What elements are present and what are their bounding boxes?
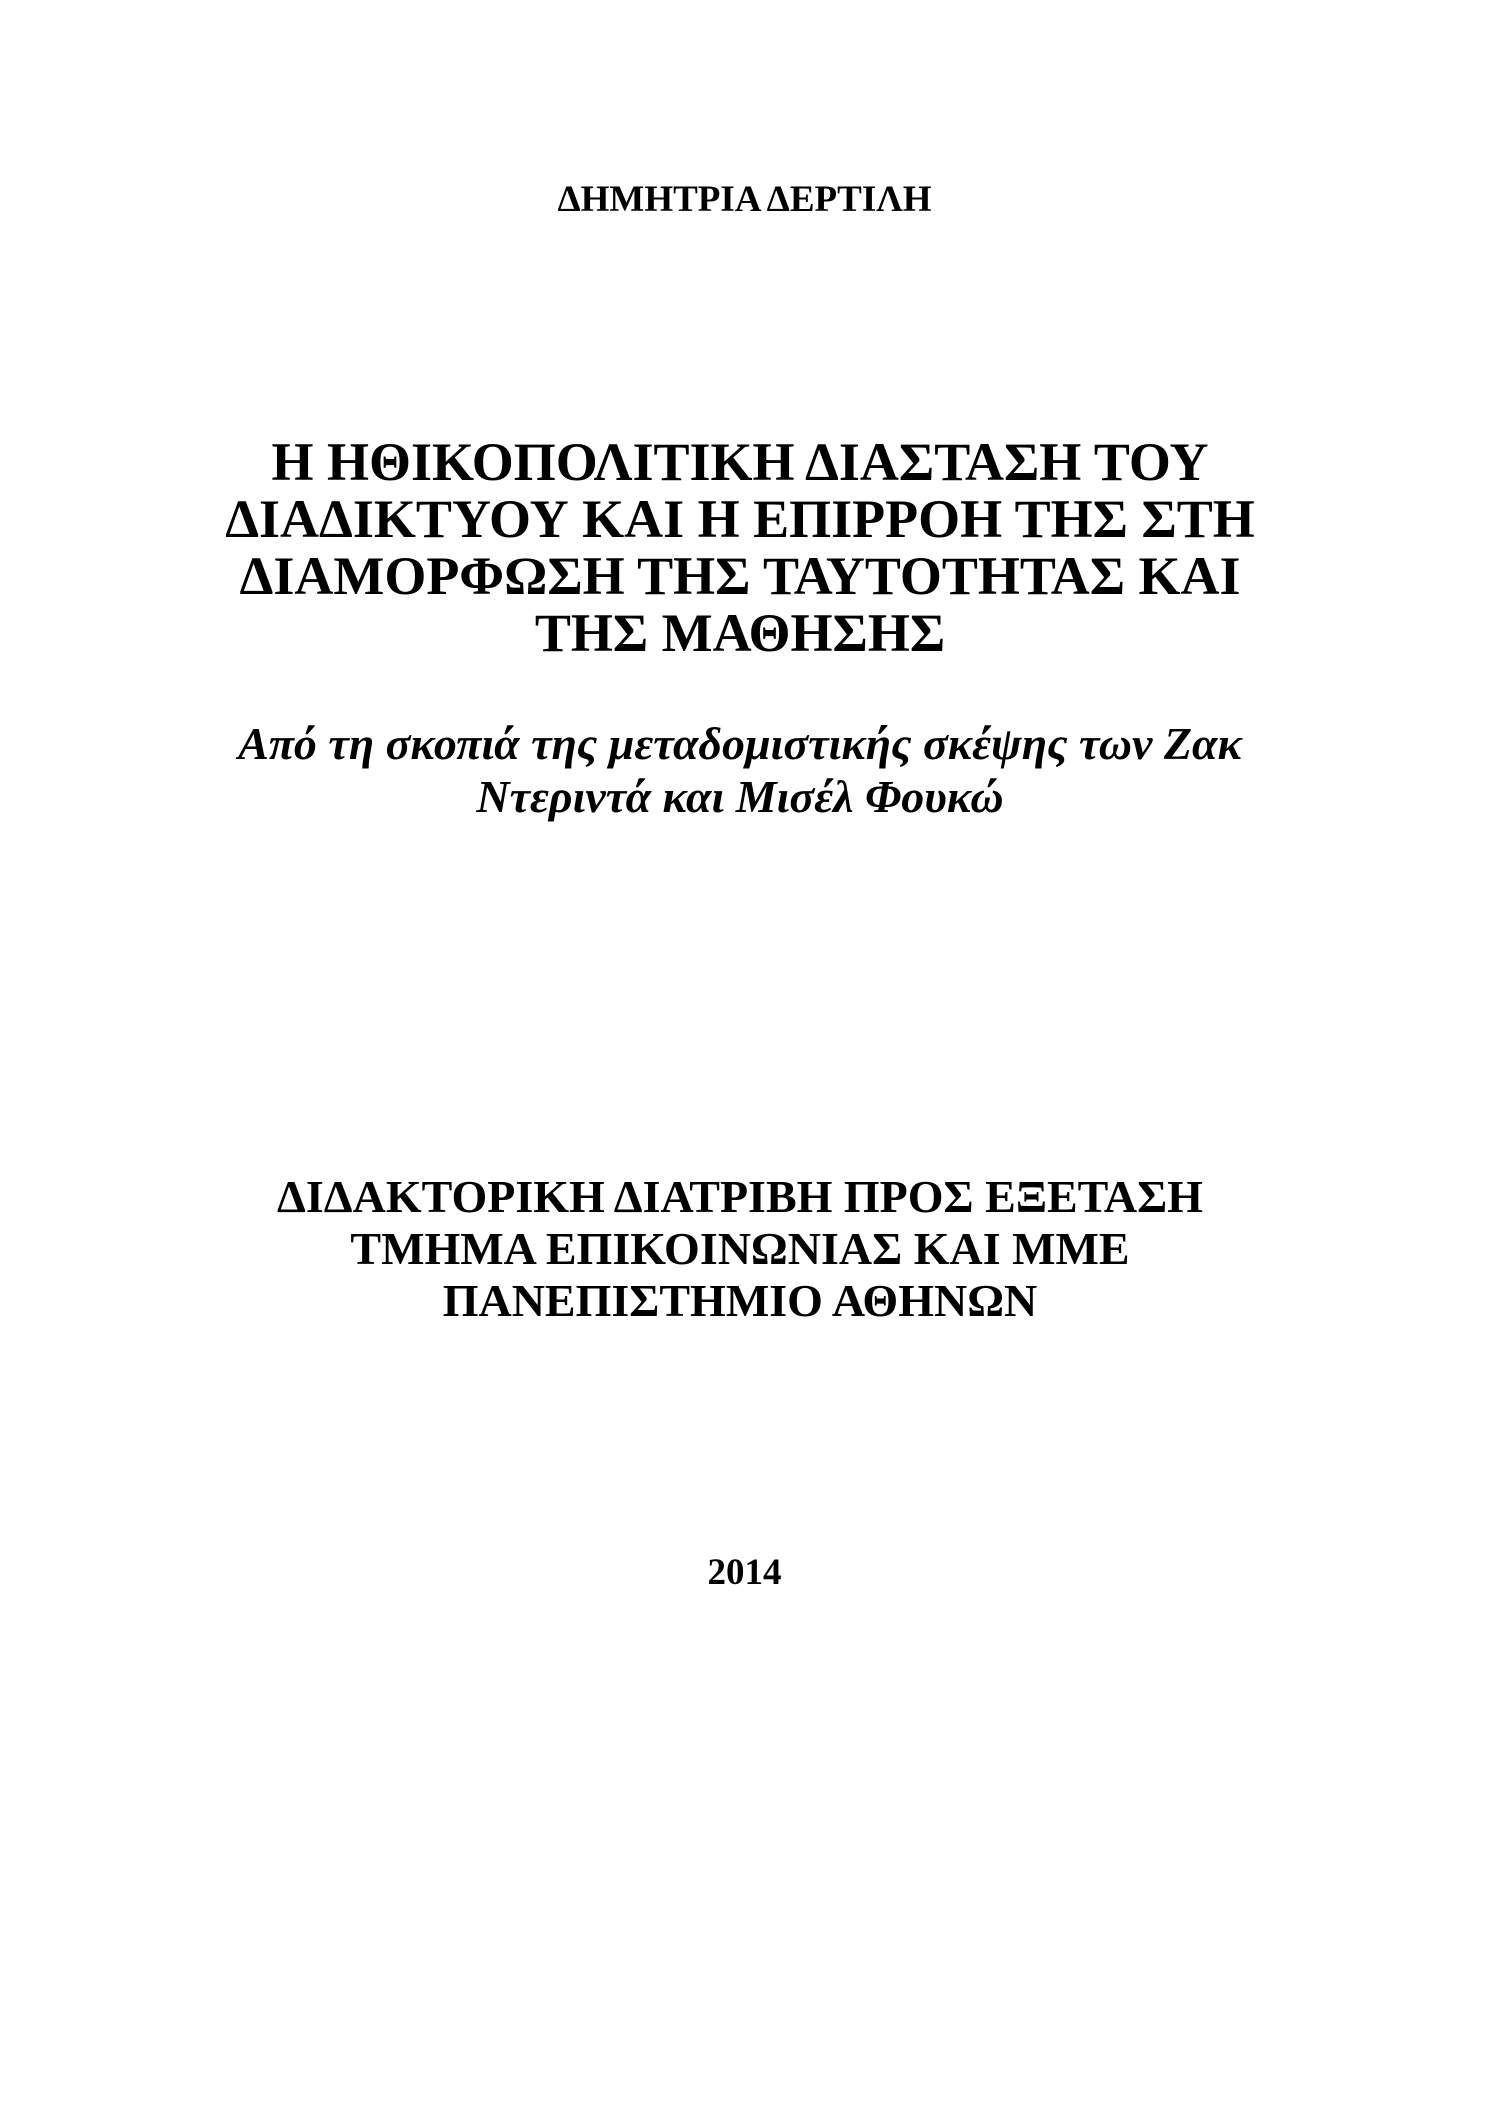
title-line: ΔΙΑΜΟΡΦΩΣΗ ΤΗΣ ΤΑΥΤΟΤΗΤΑΣ ΚΑΙ — [239, 546, 1241, 606]
subtitle-line: Από τη σκοπιά της μεταδομιστικής σκέψης των Ζακ — [238, 718, 1242, 769]
title-line: ΤΗΣ ΜΑΘΗΣΗΣ — [534, 603, 946, 663]
thesis-subtitle — [175, 717, 1305, 823]
title-line: Η ΗΘΙΚΟΠΟΛΙΤΙΚΗ ΔΙΑΣΤΑΣΗ ΤΟΥ — [271, 432, 1209, 492]
university: ΠΑΝΕΠΙΣΤΗΜΙΟ ΑΘΗΝΩΝ — [442, 1275, 1038, 1326]
department: ΤΜΗΜΑ ΕΠΙΚΟΙΝΩΝΙΑΣ ΚΑΙ ΜΜΕ — [350, 1223, 1130, 1274]
title-line: ΔΙΑΔΙΚΤΥΟΥ ΚΑΙ Η ΕΠΙΡΡΟΗ ΤΗΣ ΣΤΗ — [225, 489, 1255, 549]
subtitle-line: Ντεριντά και Μισέλ Φουκώ — [476, 771, 1004, 822]
author-name: ΔΗΜΗΤΡΙΑ ΔΕΡΤΙΛΗ — [557, 179, 932, 220]
publication-year: 2014 — [707, 1552, 782, 1593]
thesis-title — [175, 434, 1305, 662]
thesis-type: ΔΙΔΑΚΤΟΡΙΚΗ ΔΙΑΤΡΙΒΗ ΠΡΟΣ ΕΞΕΤΑΣΗ — [277, 1171, 1203, 1222]
thesis-info — [175, 1171, 1305, 1327]
